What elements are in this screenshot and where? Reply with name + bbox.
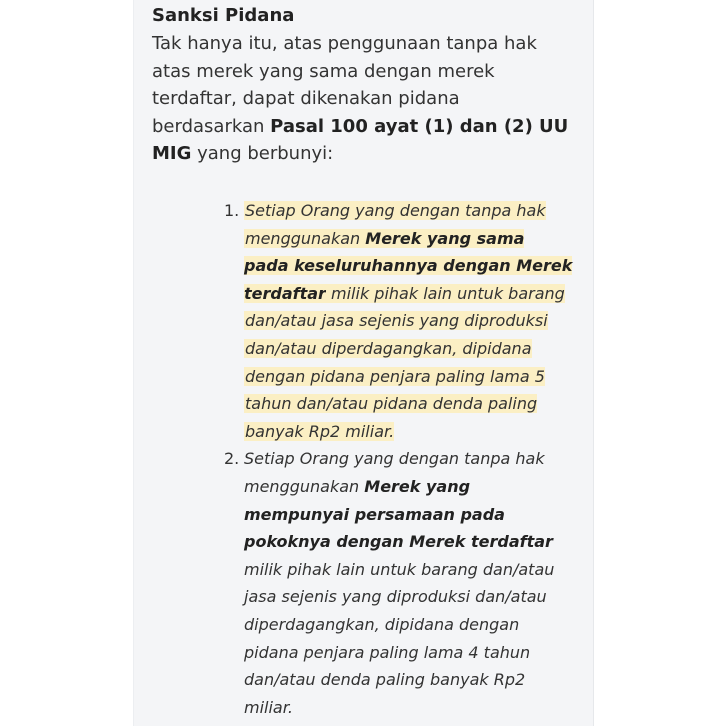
text-line xyxy=(244,556,572,584)
bold-text: pada keseluruhannya dengan Merek xyxy=(244,256,573,276)
text-line xyxy=(244,418,572,446)
text-line xyxy=(244,363,572,391)
text-segment: Tak hanya itu, atas penggunaan tanpa hak xyxy=(152,33,537,54)
text-segment: diperdagangkan, dipidana dengan xyxy=(244,614,520,634)
text-line xyxy=(244,666,572,694)
list-item-text xyxy=(244,197,572,445)
text-segment: dengan pidana penjara paling lama 5 xyxy=(245,366,545,386)
text-segment: dan/atau denda paling banyak Rp2 xyxy=(244,670,526,690)
text-line xyxy=(244,583,572,611)
text-line xyxy=(244,307,572,335)
text-segment: atas merek yang sama dengan merek xyxy=(152,60,495,82)
section-heading: Sanksi Pidana xyxy=(152,5,295,26)
bold-text: terdaftar xyxy=(244,283,326,303)
text-segment: yang berbunyi: xyxy=(191,143,334,165)
list-number: 2. xyxy=(224,449,240,469)
text-line xyxy=(244,197,572,225)
bold-text: mempunyai persamaan pada xyxy=(244,504,505,524)
bold-text: Pasal 100 ayat (1) dan (2) UU xyxy=(270,115,569,137)
text-segment: Setiap Orang yang dengan tanpa hak xyxy=(244,449,545,469)
text-line xyxy=(152,113,568,141)
text-segment: banyak Rp2 miliar. xyxy=(245,421,395,441)
intro-paragraph xyxy=(152,30,568,168)
text-line xyxy=(244,473,572,501)
text-line xyxy=(152,30,568,58)
text-line xyxy=(244,694,572,722)
legal-article-list xyxy=(0,197,572,721)
text-line xyxy=(244,611,572,639)
text-segment: pidana penjara paling lama 4 tahun xyxy=(244,642,531,662)
text-segment: milik pihak lain untuk barang xyxy=(325,283,565,303)
text-line xyxy=(244,445,572,473)
text-segment: terdaftar, dapat dikenakan pidana xyxy=(152,88,460,110)
text-line xyxy=(244,501,572,529)
text-segment: menggunakan xyxy=(244,476,365,496)
text-line xyxy=(244,225,572,253)
text-segment: berdasarkan xyxy=(152,115,271,137)
text-segment: dan/atau jasa sejenis yang diproduksi xyxy=(245,311,548,331)
text-segment: miliar. xyxy=(244,697,293,717)
text-segment: dan/atau diperdagangkan, dipidana xyxy=(245,338,532,358)
list-item xyxy=(0,197,572,445)
text-line xyxy=(244,252,572,280)
list-item-text xyxy=(244,445,572,721)
text-line xyxy=(152,85,568,113)
text-segment: jasa sejenis yang diproduksi dan/atau xyxy=(244,587,547,607)
text-line xyxy=(244,280,572,308)
bold-text: pokoknya dengan Merek terdaftar xyxy=(244,532,553,552)
list-item xyxy=(0,445,572,721)
text-segment: menggunakan xyxy=(245,228,366,248)
text-line xyxy=(244,639,572,667)
text-segment: tahun dan/atau pidana denda paling xyxy=(245,394,538,414)
text-line xyxy=(244,528,572,556)
bold-text: Merek yang xyxy=(364,476,471,496)
text-segment: Setiap Orang yang dengan tanpa hak xyxy=(245,201,546,220)
text-line xyxy=(244,335,572,363)
bold-text: Merek yang sama xyxy=(365,228,525,248)
list-number: 1. xyxy=(224,201,240,220)
text-line xyxy=(244,390,572,418)
bold-text: MIG xyxy=(152,143,192,165)
text-segment: milik pihak lain untuk barang dan/atau xyxy=(244,559,555,579)
text-line xyxy=(152,58,568,86)
text-line xyxy=(152,140,568,168)
